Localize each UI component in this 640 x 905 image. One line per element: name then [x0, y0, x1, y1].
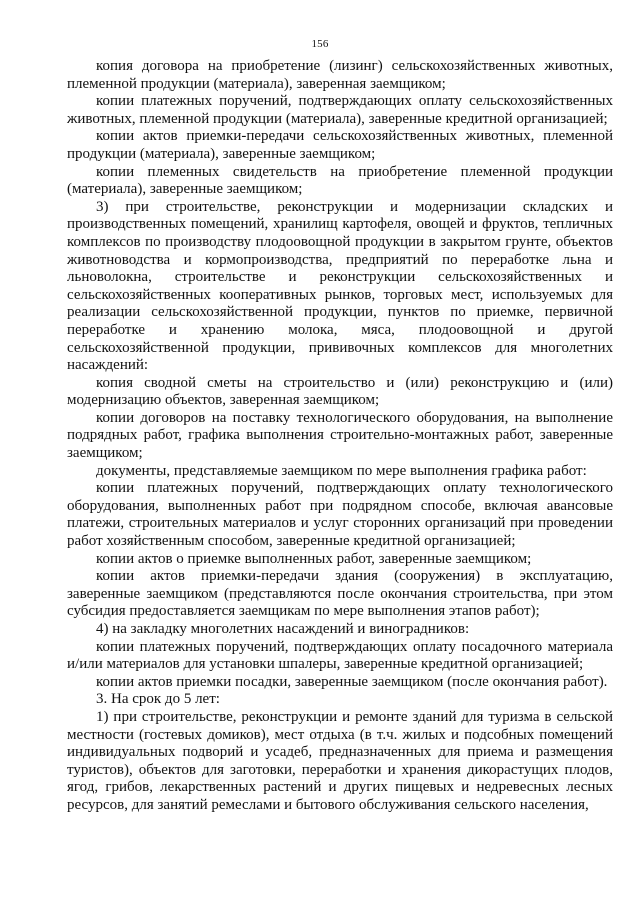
paragraph: копии платежных поручений, подтверждающих оплату посадочного материала и/или материалов для установки шпалеры, заверенные кредитной организацией; — [67, 638, 613, 673]
paragraph: документы, представляемые заемщиком по мере выполнения графика работ: — [96, 462, 587, 479]
page-body — [67, 58, 613, 815]
paragraph: копии актов о приемке выполненных работ, заверенные заемщиком; — [96, 550, 532, 567]
paragraph: копии платежных поручений, подтверждающих оплату сельскохозяйственных животных, племенной продукции (материала), заверенные кредитной организацией; — [67, 93, 613, 127]
paragraph: копия договора на приобретение (лизинг) сельскохозяйственных животных, племенной продукции (материала), заверенная заемщиком; — [67, 58, 613, 92]
paragraph: копии платежных поручений, подтверждающих оплату технологического оборудования, выполненных работ при подрядном способе, включая авансовые платежи, строительных материалов и услуг сторонних организаций при проведении работ хозяйственным способом, заверенные кредитной организацией; — [67, 480, 613, 550]
paragraph: копии актов приемки-передачи здания (сооружения) в эксплуатацию, заверенные заемщиком (представляются после окончания строительства, при этом субсидия предоставляется заемщикам по мере выполнения этапов работ); — [67, 568, 613, 620]
paragraph: копии актов приемки посадки, заверенные заемщиком (после окончания работ). — [96, 673, 608, 690]
paragraph: 3. На срок до 5 лет: — [96, 691, 220, 708]
paragraph: копия сводной сметы на строительство и (или) реконструкцию и (или) модернизацию объектов, заверенная заемщиком; — [67, 374, 613, 409]
paragraph: 3) при строительстве, реконструкции и модернизации складских и производственных помещений, хранилищ картофеля, овощей и фруктов, тепличных комплексов по производству плодоовощной продукции в закрытом грунте, объектов животноводства и кормопроизводства, предприятий по переработке льна и льноволокна, строительстве и реконструкции сельскохозяйственных и сельскохозяйственных кооперативных рынков, торговых мест, используемых для реализации сельскохозяйственной продукции, пунктов по приемке, первичной переработке и хранению молока, мяса, плодоовощной и другой сельскохозяйственной продукции, прививочных комплексов для многолетних насаждений: — [67, 198, 613, 374]
paragraph: копии договоров на поставку технологического оборудования, на выполнение подрядных работ, графика выполнения строительно-монтажных работ, заверенные заемщиком; — [67, 409, 613, 462]
paragraph: 4) на закладку многолетних насаждений и виноградников: — [96, 621, 470, 637]
paragraph: 1) при строительстве, реконструкции и ремонте зданий для туризма в сельской местности (гостевых домиков), мест отдыха (в т.ч. жилых и подсобных помещений индивидуальных подворий и усадеб, предназначенных для приема и размещения туристов), объектов для заготовки, переработки и хранения дикорастущих плодов, ягод, грибов, лекарственных растений и других пищевых и недревесных лесных ресурсов, для занятий ремеслами и бытового обслуживания сельского населения, — [67, 708, 613, 813]
paragraph: копии племенных свидетельств на приобретение племенной продукции (материала), заверенные заемщиком; — [67, 163, 613, 198]
page-number: 156 — [311, 38, 329, 50]
paragraph: копии актов приемки-передачи сельскохозяйственных животных, племенной продукции (материала), заверенные заемщиком; — [67, 128, 613, 162]
